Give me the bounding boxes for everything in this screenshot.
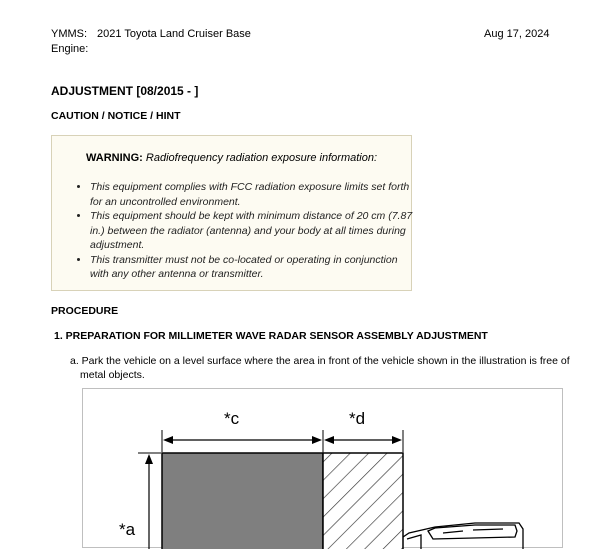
ymms-value: 2021 Toyota Land Cruiser Base (97, 28, 251, 40)
step-a-text: a. Park the vehicle on a level surface where the area in front of the vehicle shown in the illustration is free of metal objects. (70, 355, 570, 381)
warning-heading (86, 152, 377, 164)
ymms-label: YMMS: (51, 28, 88, 40)
vehicle-outline (403, 523, 523, 549)
section-title: ADJUSTMENT [08/2015 - ] (51, 84, 199, 98)
warning-intro: Radiofrequency radiation exposure information: (145, 152, 378, 164)
label-a: *a (119, 520, 136, 539)
label-c: *c (224, 409, 240, 428)
warning-box (51, 135, 412, 291)
report-date: Aug 17, 2024 (484, 28, 550, 40)
label-d: *d (349, 409, 366, 428)
illustration-figure (82, 388, 563, 548)
warning-label: WARNING: (86, 152, 143, 164)
step-1-heading: 1. PREPARATION FOR MILLIMETER WAVE RADAR SENSOR ASSEMBLY ADJUSTMENT (54, 330, 488, 342)
warning-item: • This transmitter must not be co-located or operating in conjunction with any other antenna or transmitter. (90, 253, 416, 282)
warning-item: • This equipment complies with FCC radiation exposure limits set forth for an uncontrolled environment. (90, 180, 416, 209)
procedure-heading: PROCEDURE (51, 305, 119, 317)
engine-label: Engine: (51, 43, 89, 55)
radar-area-diagram (83, 389, 564, 549)
caution-heading: CAUTION / NOTICE / HINT (51, 110, 181, 122)
warning-list (72, 180, 416, 282)
warning-item: • This equipment should be kept with minimum distance of 20 cm (7.87 in.) between the radiator (antenna) and your body at all times during adjustment. (90, 209, 416, 253)
